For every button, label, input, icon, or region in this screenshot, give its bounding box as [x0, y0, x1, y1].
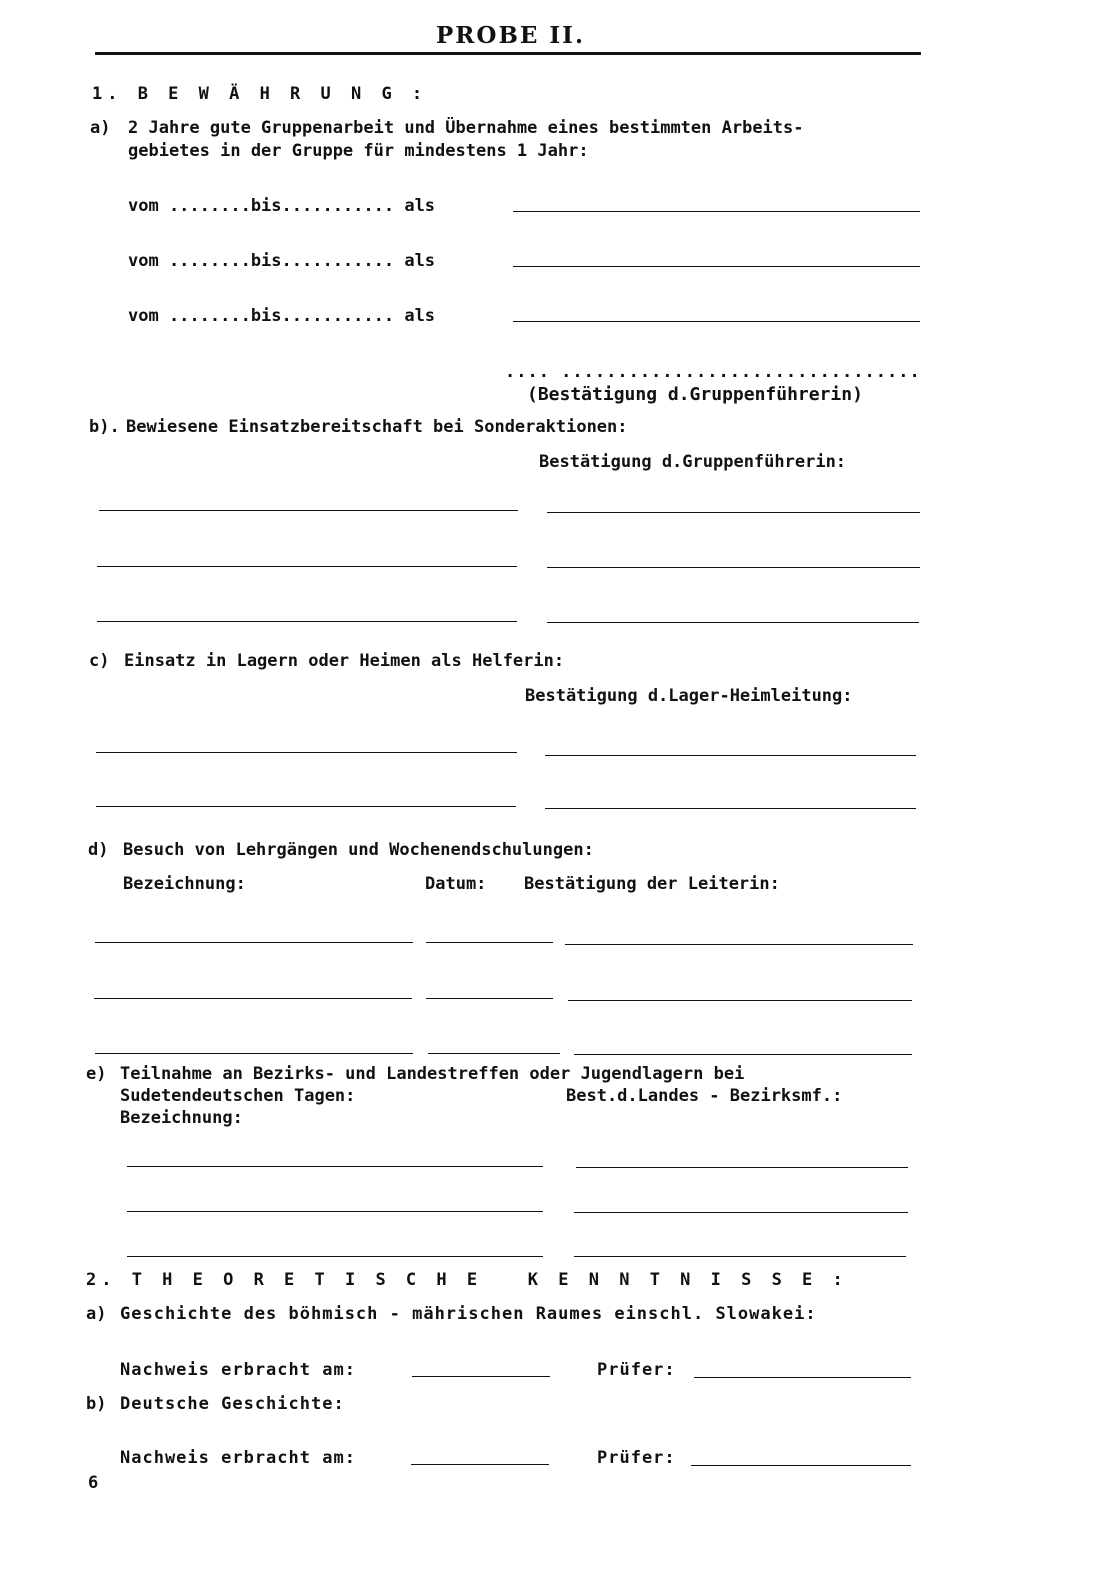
page-title: PROBE II. — [436, 22, 585, 49]
period-row-2: vom ........bis........... als — [128, 251, 436, 271]
b-confirm-line-2[interactable] — [547, 567, 920, 568]
item-b-confirm-label: Bestätigung d.Gruppenführerin: — [539, 452, 847, 472]
e-confirm-line-1[interactable] — [576, 1167, 908, 1168]
section-2-heading: 2. T H E O R E T I S C H E K E N N T N I S S E : — [86, 1270, 848, 1290]
theory-a-examiner-line[interactable] — [694, 1377, 911, 1378]
theory-b-label: b) — [86, 1394, 107, 1414]
section-1-heading: 1. B E W Ä H R U N G : — [92, 84, 428, 104]
item-e-text-line1: Teilnahme an Bezirks- und Landestreffen oder Jugendlagern bei — [120, 1064, 745, 1084]
c-entry-line-1[interactable] — [96, 752, 517, 753]
d-date-line-3[interactable] — [428, 1053, 560, 1054]
theory-a-text: Geschichte des böhmisch - mährischen Raumes einschl. Slowakei: — [120, 1304, 817, 1324]
b-confirm-line-1[interactable] — [547, 512, 920, 513]
item-e-label: e) — [86, 1064, 107, 1084]
item-c-text: Einsatz in Lagern oder Heimen als Helferin: — [124, 651, 565, 671]
theory-a-examiner-label: Prüfer: — [597, 1360, 676, 1380]
period-row-3: vom ........bis........... als — [128, 306, 436, 326]
c-confirm-line-2[interactable] — [545, 808, 916, 809]
theory-b-examiner-line[interactable] — [691, 1465, 911, 1466]
d-confirm-line-3[interactable] — [574, 1054, 912, 1055]
theory-a-proof-label: Nachweis erbracht am: — [120, 1360, 356, 1380]
item-c-label: c) — [89, 651, 110, 671]
theory-b-examiner-label: Prüfer: — [597, 1448, 676, 1468]
signature-caption: (Bestätigung d.Gruppenführerin) — [527, 384, 863, 405]
col-header-leader-confirmation: Bestätigung der Leiterin: — [524, 874, 780, 894]
d-date-line-2[interactable] — [426, 998, 553, 999]
period-role-line-2[interactable] — [513, 266, 920, 267]
c-confirm-line-1[interactable] — [545, 755, 916, 756]
page-number: 6 — [88, 1473, 99, 1493]
item-e-confirm-label: Best.d.Landes - Bezirksmf.: — [566, 1086, 843, 1106]
d-date-line-1[interactable] — [426, 942, 553, 943]
item-d-label: d) — [88, 840, 109, 860]
d-designation-line-2[interactable] — [94, 998, 412, 999]
item-a-text-line1: 2 Jahre gute Gruppenarbeit und Übernahme eines bestimmten Arbeits- — [128, 118, 804, 138]
theory-a-label: a) — [86, 1304, 107, 1324]
item-e-text-line3: Bezeichnung: — [120, 1108, 243, 1128]
d-confirm-line-1[interactable] — [565, 944, 913, 945]
d-confirm-line-2[interactable] — [568, 1000, 912, 1001]
e-confirm-line-2[interactable] — [574, 1212, 908, 1213]
item-d-text: Besuch von Lehrgängen und Wochenendschulungen: — [123, 840, 594, 860]
e-confirm-line-3[interactable] — [574, 1256, 906, 1257]
theory-a-date-line[interactable] — [412, 1376, 550, 1377]
theory-b-proof-label: Nachweis erbracht am: — [120, 1448, 356, 1468]
col-header-date: Datum: — [425, 874, 487, 894]
e-entry-line-2[interactable] — [127, 1211, 543, 1212]
c-entry-line-2[interactable] — [96, 806, 516, 807]
b-confirm-line-3[interactable] — [547, 622, 919, 623]
item-b-label: b). — [89, 417, 120, 437]
item-b-text: Bewiesene Einsatzbereitschaft bei Sonderaktionen: — [126, 417, 628, 437]
period-row-1: vom ........bis........... als — [128, 196, 436, 216]
b-entry-line-1[interactable] — [99, 510, 518, 511]
d-designation-line-1[interactable] — [95, 942, 413, 943]
e-entry-line-1[interactable] — [127, 1166, 543, 1167]
theory-b-date-line[interactable] — [411, 1464, 549, 1465]
item-a-text-line2: gebietes in der Gruppe für mindestens 1 Jahr: — [128, 141, 589, 161]
b-entry-line-3[interactable] — [97, 621, 517, 622]
item-c-confirm-label: Bestätigung d.Lager-Heimleitung: — [525, 686, 853, 706]
period-role-line-3[interactable] — [513, 321, 920, 322]
item-a-label: a) — [90, 118, 111, 138]
d-designation-line-3[interactable] — [95, 1053, 413, 1054]
period-role-line-1[interactable] — [513, 211, 920, 212]
item-e-text-line2: Sudetendeutschen Tagen: — [120, 1086, 356, 1106]
col-header-designation: Bezeichnung: — [123, 874, 246, 894]
signature-dots[interactable]: .... ................................ — [505, 362, 921, 382]
b-entry-line-2[interactable] — [97, 566, 517, 567]
title-rule — [95, 52, 921, 55]
theory-b-text: Deutsche Geschichte: — [120, 1394, 345, 1414]
e-entry-line-3[interactable] — [127, 1256, 543, 1257]
